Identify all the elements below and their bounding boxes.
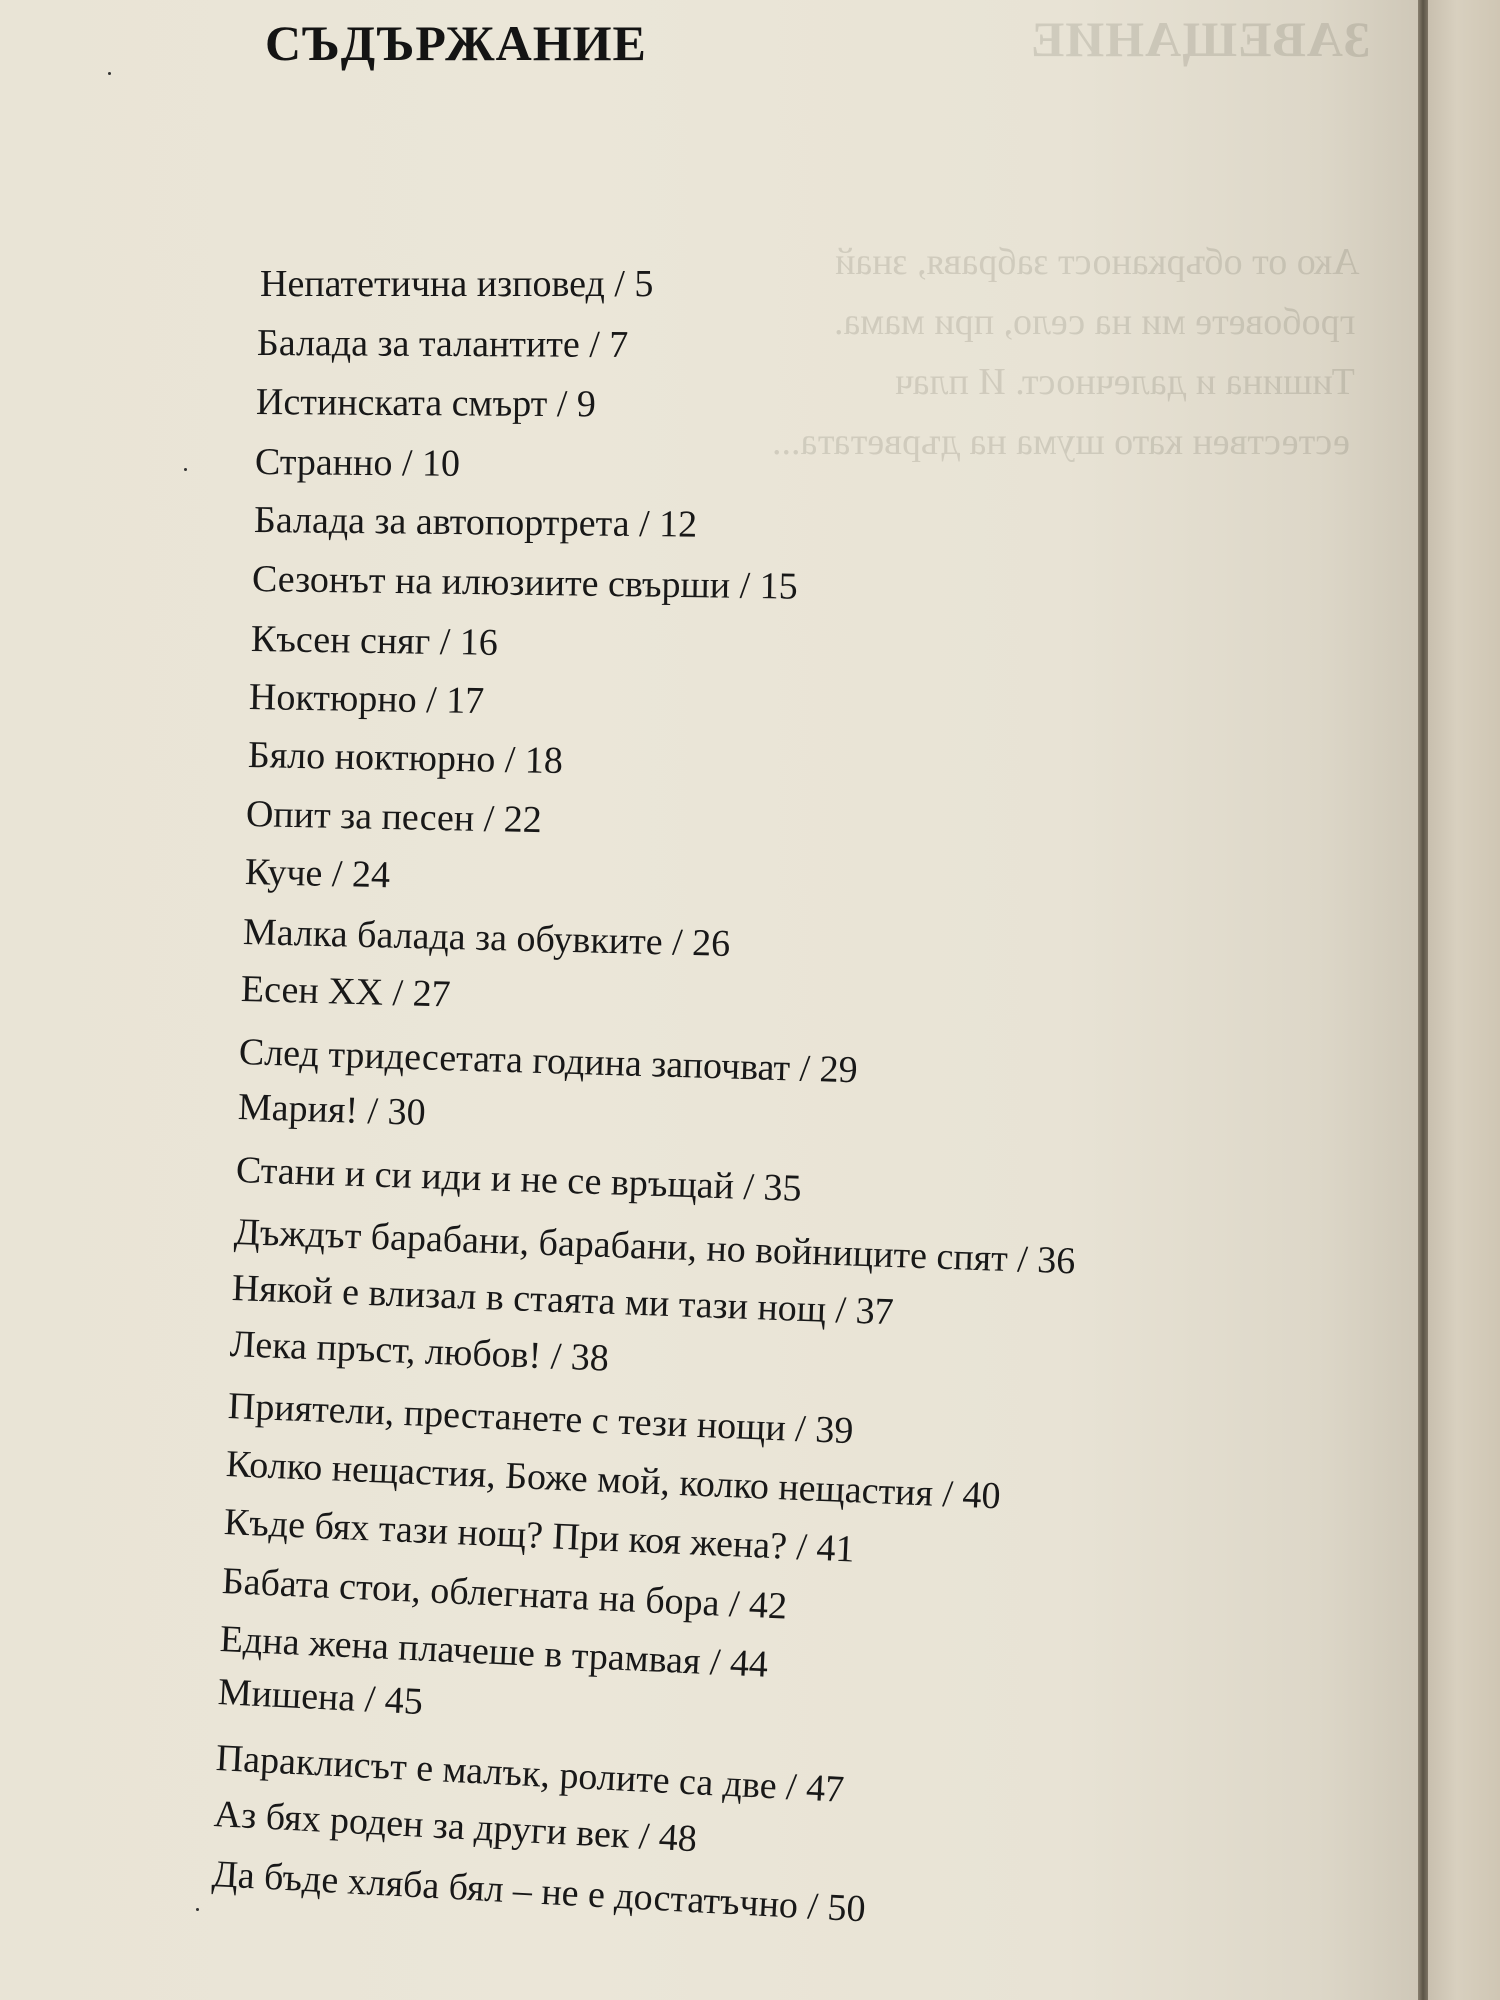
toc-entry: Истинската смърт / 9 xyxy=(255,381,597,426)
toc-entry: Малка балада за обувките / 26 xyxy=(242,911,731,965)
toc-entry: След тридесетата година започват / 29 xyxy=(238,1031,859,1092)
toc-entry: Лека пръст, любов! / 38 xyxy=(229,1323,610,1380)
toc-entry: Стани и си иди и не се връщай / 35 xyxy=(235,1149,803,1210)
toc-entry: Балада за талантите / 7 xyxy=(256,322,629,366)
facing-page-edge xyxy=(1428,0,1500,2000)
paper-speck xyxy=(196,1908,199,1911)
show-through-title: ЗАВЕЩАНИЕ xyxy=(1030,11,1371,67)
toc-entry: Мария! / 30 xyxy=(237,1086,427,1134)
toc-entry: Куче / 24 xyxy=(244,851,391,897)
toc-entry: Някой е влизал в стаята ми тази нощ / 37 xyxy=(231,1267,895,1334)
show-through-line: гробовете ми на село, при мама. xyxy=(833,301,1355,343)
toc-entry: Балада за автопортрета / 12 xyxy=(253,499,698,546)
toc-entry: Аз бях роден за други век / 48 xyxy=(212,1793,698,1861)
toc-entry: Къде бях тази нощ? При коя жена? / 41 xyxy=(223,1501,856,1571)
page-title: СЪДЪРЖАНИЕ xyxy=(265,15,647,71)
book-gutter xyxy=(1418,0,1428,2000)
toc-entry: Да бъде хляба бял – не е достатъчно / 50 xyxy=(210,1853,867,1931)
paper-speck xyxy=(184,468,187,471)
toc-entry: Бяло ноктюрно / 18 xyxy=(247,734,564,783)
toc-entry: Колко нещастия, Боже мой, колко нещастия / 40 xyxy=(225,1443,1002,1518)
toc-entry: Сезонът на илюзиите свърши / 15 xyxy=(251,558,798,608)
toc-entry: Бабата стои, облегната на бора / 42 xyxy=(221,1560,788,1628)
toc-entry: Странно / 10 xyxy=(254,441,461,485)
toc-entry: Непатетична изповед / 5 xyxy=(260,263,654,305)
toc-entry: Една жена плачеше в трамвая / 44 xyxy=(219,1618,769,1686)
toc-entry: Опит за песен / 22 xyxy=(245,793,543,842)
paper-speck xyxy=(108,72,111,75)
show-through-line: Ако от обърканост забравя, знай xyxy=(835,241,1360,283)
toc-entry: Ноктюрно / 17 xyxy=(248,676,485,723)
toc-entry: Параклисът е малък, ролите са две / 47 xyxy=(214,1737,846,1811)
toc-entry: Мишена / 45 xyxy=(216,1671,424,1723)
toc-entry: Късен сняг / 16 xyxy=(250,618,499,664)
show-through-line: Тишина и далечност. И плач xyxy=(895,361,1355,403)
toc-entry: Есен XX / 27 xyxy=(240,968,452,1016)
toc-entry: Приятели, престанете с тези нощи / 39 xyxy=(227,1385,855,1453)
show-through-line: естествен като шума на дърветата... xyxy=(772,421,1350,463)
toc-entry: Дъждът барабани, барабани, но войниците спят / 36 xyxy=(233,1211,1077,1283)
